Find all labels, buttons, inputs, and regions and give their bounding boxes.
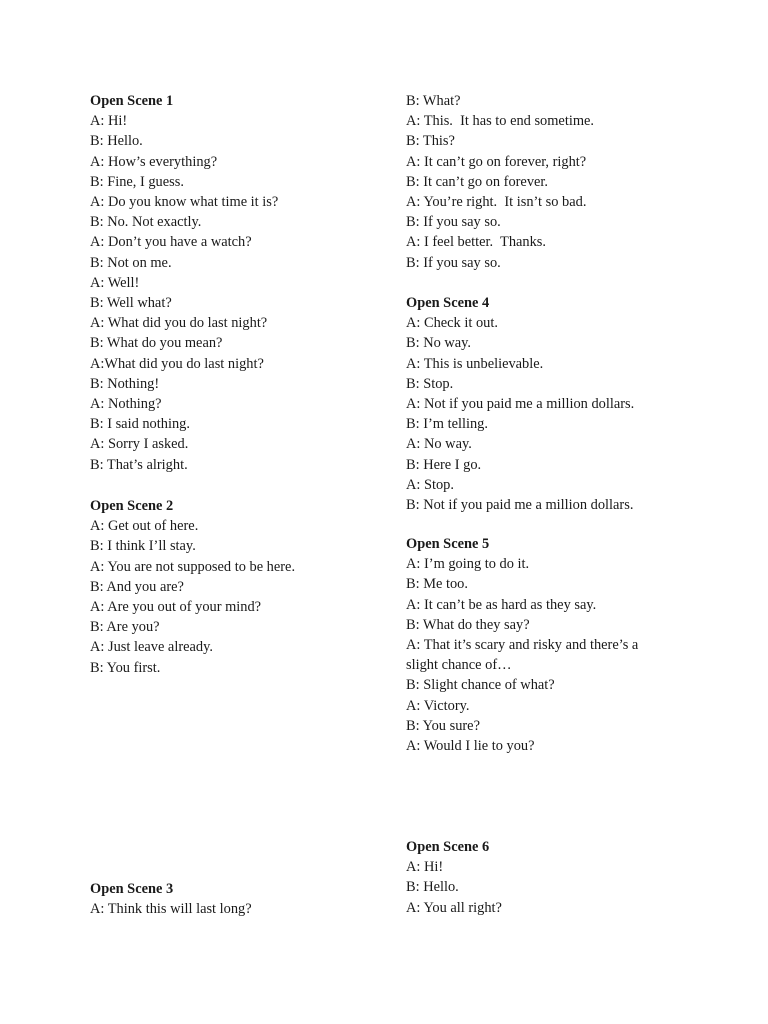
scene-title: Open Scene 6 bbox=[406, 839, 490, 855]
scene-title: Open Scene 2 bbox=[90, 498, 174, 514]
dialogue-line: B: If you say so. bbox=[406, 254, 501, 271]
scene-title: Open Scene 3 bbox=[90, 881, 174, 897]
dialogue-line: A: I feel better. Thanks. bbox=[406, 234, 546, 251]
dialogue-line: A: No way. bbox=[406, 436, 472, 453]
dialogue-line: A: Not if you paid me a million dollars. bbox=[406, 396, 635, 412]
dialogue-line: A: I’m going to do it. bbox=[406, 556, 530, 573]
dialogue-line: A: It can’t be as hard as they say. bbox=[406, 596, 597, 613]
dialogue-line: A: What did you do last night? bbox=[90, 315, 268, 332]
dialogue-line: B: Not on me. bbox=[90, 254, 172, 271]
dialogue-line: B: Not if you paid me a million dollars. bbox=[406, 497, 634, 514]
dialogue-line: B: Are you? bbox=[90, 619, 160, 636]
dialogue-line: A: Victory. bbox=[406, 697, 470, 714]
dialogue-line: B: And you are? bbox=[90, 578, 184, 595]
dialogue-line: A: Would I lie to you? bbox=[406, 738, 535, 755]
dialogue-line: B: Stop. bbox=[406, 375, 454, 392]
scene-4 bbox=[406, 293, 686, 515]
scene-3 bbox=[90, 879, 390, 919]
dialogue-line: A: You’re right. It isn’t so bad. bbox=[406, 194, 587, 211]
dialogue-line: B: I said nothing. bbox=[90, 416, 190, 433]
dialogue-line: A: Nothing? bbox=[90, 396, 162, 413]
scene-1 bbox=[90, 91, 390, 475]
scene-6 bbox=[406, 837, 686, 918]
dialogue-line: A: Are you out of your mind? bbox=[90, 599, 262, 615]
dialogue-line: A: Do you know what time it is? bbox=[90, 194, 279, 210]
scene-title: Open Scene 1 bbox=[90, 93, 174, 109]
dialogue-line: A: Hi! bbox=[406, 859, 444, 876]
dialogue-line: B: I think I’ll stay. bbox=[90, 538, 196, 555]
scene-2 bbox=[90, 496, 390, 678]
dialogue-line: A: Get out of here. bbox=[90, 518, 199, 535]
dialogue-line: A: Don’t you have a watch? bbox=[90, 234, 252, 251]
dialogue-line: B: What do they say? bbox=[406, 616, 530, 633]
dialogue-line: B: Fine, I guess. bbox=[90, 173, 184, 190]
dialogue-line: B: Nothing! bbox=[90, 375, 160, 392]
scene-3-continued bbox=[406, 91, 686, 273]
dialogue-line: B: Well what? bbox=[90, 295, 172, 312]
dialogue-line: A:What did you do last night? bbox=[90, 355, 264, 372]
dialogue-line: B: Hello. bbox=[90, 133, 143, 150]
dialogue-line: A: Sorry I asked. bbox=[90, 436, 189, 453]
dialogue-line: A: You all right? bbox=[406, 899, 502, 916]
dialogue-line: B: Me too. bbox=[406, 576, 468, 593]
dialogue-line: slight chance of… bbox=[406, 657, 512, 674]
dialogue-line: A: That it’s scary and risky and there’s a bbox=[406, 637, 639, 653]
dialogue-line: B: What? bbox=[406, 93, 461, 109]
dialogue-line: B: You sure? bbox=[406, 717, 480, 734]
dialogue-line: A: You are not supposed to be here. bbox=[90, 558, 296, 575]
dialogue-line: A: This. It has to end sometime. bbox=[406, 113, 594, 130]
scene-5 bbox=[406, 534, 686, 756]
dialogue-line: B: No way. bbox=[406, 335, 472, 352]
dialogue-line: A: It can’t go on forever, right? bbox=[406, 153, 587, 170]
scene-title: Open Scene 5 bbox=[406, 536, 490, 552]
dialogue-line: A: Just leave already. bbox=[90, 639, 213, 656]
dialogue-line: B: It can’t go on forever. bbox=[406, 173, 549, 190]
dialogue-line: A: This is unbelievable. bbox=[406, 355, 544, 372]
dialogue-line: B: I’m telling. bbox=[406, 416, 488, 433]
dialogue-line: B: If you say so. bbox=[406, 214, 501, 231]
dialogue-line: A: Hi! bbox=[90, 113, 128, 130]
dialogue-line: B: This? bbox=[406, 133, 455, 150]
dialogue-line: A: Think this will last long? bbox=[90, 901, 252, 918]
dialogue-line: B: No. Not exactly. bbox=[90, 214, 202, 231]
dialogue-line: B: Here I go. bbox=[406, 456, 482, 473]
scene-title: Open Scene 4 bbox=[406, 295, 490, 311]
dialogue-line: B: Hello. bbox=[406, 879, 459, 896]
dialogue-line: A: Check it out. bbox=[406, 315, 498, 332]
dialogue-line: A: Stop. bbox=[406, 476, 454, 493]
dialogue-line: B: That’s alright. bbox=[90, 456, 188, 473]
dialogue-line: B: What do you mean? bbox=[90, 335, 223, 352]
dialogue-line: A: Well! bbox=[90, 274, 140, 291]
dialogue-line: B: You first. bbox=[90, 659, 161, 676]
dialogue-line: A: How’s everything? bbox=[90, 153, 218, 170]
dialogue-line: B: Slight chance of what? bbox=[406, 677, 555, 694]
